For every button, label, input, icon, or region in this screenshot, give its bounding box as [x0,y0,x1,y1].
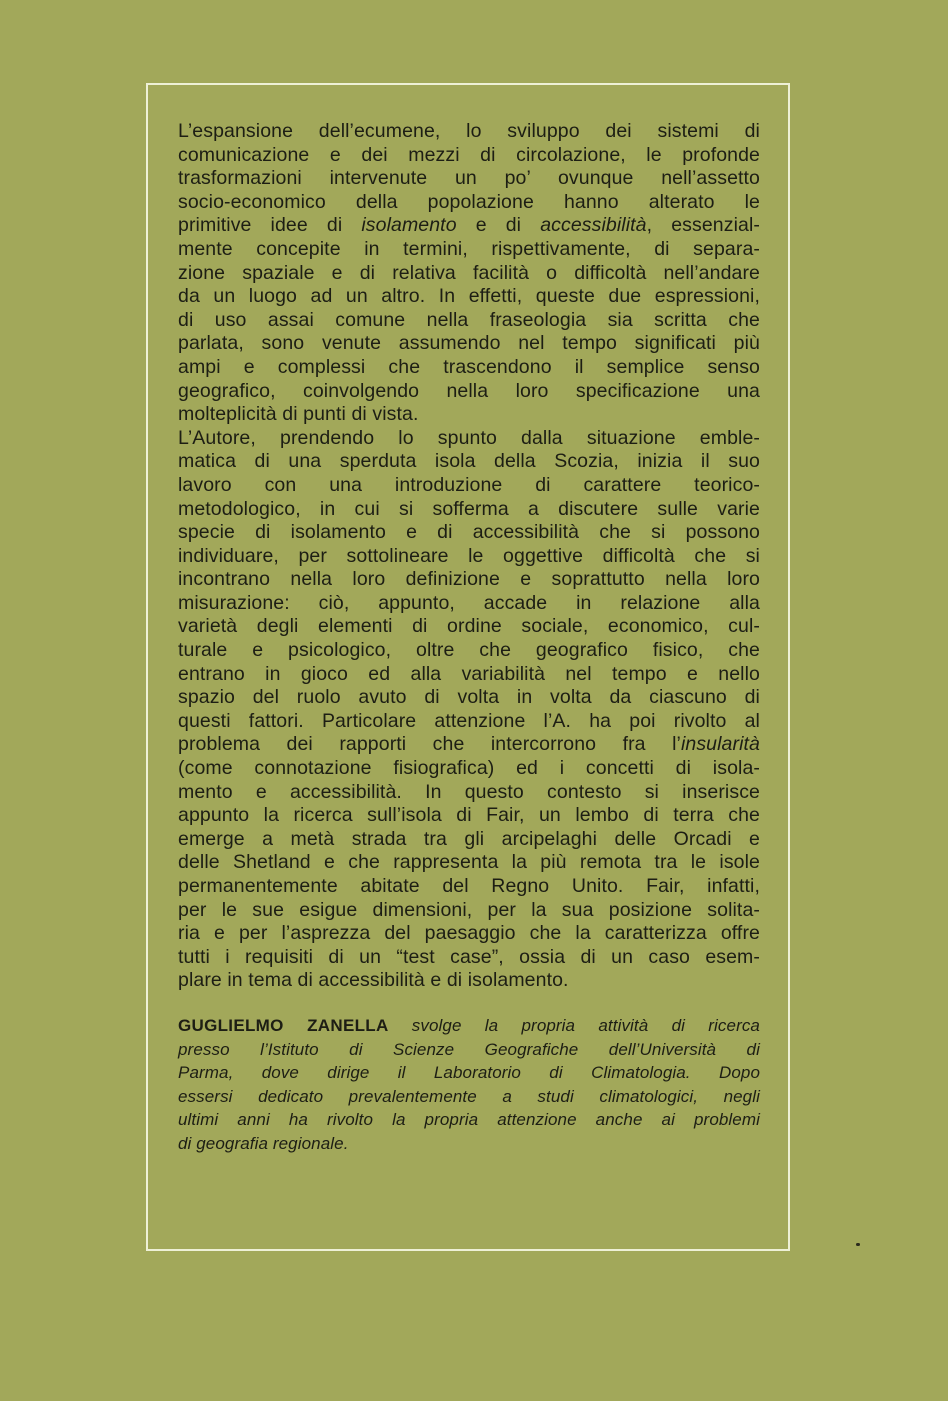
text-run: ampi e complessi che trascendono il semplice senso [178,355,760,378]
text-run: L’Autore, prendendo lo spunto dalla situazione emble- [178,426,760,449]
blurb-line [178,733,760,757]
blurb-line [178,167,760,191]
blurb-line [178,804,760,828]
blurb-line [178,946,760,970]
author-bio [178,1014,760,1156]
blurb-line [178,238,760,262]
bio-line-0: svolge la propria attività di ricerca [388,1015,760,1035]
italic-term: insularità [680,733,760,756]
text-run: , essenzial- [646,214,760,237]
text-run: metodologico, in cui si sofferma a discutere sulle varie [178,497,760,520]
text-run: parlata, sono venute assumendo nel tempo significati più [178,332,760,355]
text-run: per le sue esigue dimensioni, per la sua posizione solita- [178,898,760,921]
blurb-line [178,899,760,923]
text-run: tutti i requisiti di un “test case”, ossia di un caso esem- [178,945,760,968]
bio-line: essersi dedicato prevalentemente a studi climatologici, negli [178,1086,760,1106]
print-speck [856,1243,860,1246]
blurb-line [178,450,760,474]
text-run: socio-economico della popolazione hanno alterato le [178,190,760,213]
blurb-line [178,120,760,144]
text-run: incontrano nella loro definizione e soprattutto nella loro [178,568,760,591]
blurb-line [178,144,760,168]
blurb-line [178,568,760,592]
text-run: mente concepite in termini, rispettivamente, di separa- [178,237,760,260]
blurb-line [178,403,760,427]
text-run: turale e psicologico, oltre che geografico fisico, che [178,639,760,662]
blurb-line [178,686,760,710]
text-run: (come connotazione fisiografica) ed i concetti di isola- [178,757,760,780]
italic-term: accessibilità [540,214,647,237]
back-cover-text [178,120,760,1156]
text-run: zione spaziale e di relativa facilità o difficoltà nell’andare [178,261,760,284]
bio-line: Parma, dove dirige il Laboratorio di Climatologia. Dopo [178,1063,760,1083]
text-run: misurazione: ciò, appunto, accade in relazione alla [178,591,760,614]
bio-line: ultimi anni ha rivolto la propria attenzione anche ai problemi [178,1110,760,1130]
blurb-line [178,969,760,993]
text-run: permanentemente abitate del Regno Unito. Fair, infatti, [178,875,760,897]
text-run: delle Shetland e che rappresenta la più remota tra le isole [178,851,760,874]
text-run: primitive idee di [178,214,362,237]
blurb-line [178,757,760,781]
blurb-line [178,922,760,946]
text-run: emerge a metà strada tra gli arcipelaghi delle Orcadi e [178,827,760,850]
text-run: problema dei rapporti che intercorrono fra l’ [178,733,681,756]
text-run: L’espansione dell’ecumene, lo sviluppo dei sistemi di [178,120,760,142]
blurb-line [178,214,760,238]
text-run: individuare, per sottolineare le oggettive difficoltà che si [178,544,760,567]
text-run: lavoro con una introduzione di carattere teorico- [178,473,760,496]
blurb-line [178,262,760,286]
text-run: questi fattori. Particolare attenzione l’A. ha poi rivolto al [178,709,760,732]
blurb-line [178,875,760,899]
text-run: spazio del ruolo avuto di volta in volta da ciascuno di [178,686,760,709]
blurb-line [178,309,760,333]
text-run: plare in tema di accessibilità e di isolamento. [178,969,569,992]
italic-term: isolamento [361,214,457,237]
blurb-line [178,332,760,356]
text-run: appunto la ricerca sull’isola di Fair, un lembo di terra che [178,804,760,827]
blurb-line [178,781,760,805]
bio-line-first [178,1014,760,1038]
text-run: specie di isolamento e di accessibilità che si possono [178,521,760,544]
blurb-line [178,380,760,404]
text-run: molteplicità di punti di vista. [178,403,419,426]
text-run: varietà degli elementi di ordine sociale, economico, cul- [178,615,760,638]
text-run: da un luogo ad un altro. In effetti, queste due espressioni, [178,285,760,308]
text-run: ria e per l’asprezza del paesaggio che la caratterizza offre [178,922,760,945]
text-run: entrano in gioco ed alla variabilità nel tempo e nello [178,662,760,685]
blurb-line [178,663,760,687]
text-run: trasformazioni intervenute un po’ ovunque nell’assetto [178,167,760,190]
blurb-line [178,474,760,498]
blurb-line [178,828,760,852]
bio-line: di geografia regionale. [178,1133,349,1153]
blurb-line [178,191,760,215]
author-name: GUGLIELMO ZANELLA [178,1015,389,1035]
text-run: mento e accessibilità. In questo contesto si inserisce [178,780,760,803]
blurb-line [178,639,760,663]
blurb-line [178,851,760,875]
blurb-line [178,521,760,545]
blurb-line [178,545,760,569]
text-run: geografico, coinvolgendo nella loro specificazione una [178,379,760,402]
text-run: matica di una sperduta isola della Scozia, inizia il suo [178,450,760,473]
blurb-line [178,356,760,380]
blurb-line [178,592,760,616]
blurb-line [178,710,760,734]
blurb-text [178,120,760,993]
text-run: e di [456,214,541,237]
blurb-line [178,498,760,522]
text-run: di uso assai comune nella fraseologia sia scritta che [178,308,760,331]
bio-line: presso l’Istituto di Scienze Geografiche dell’Università di [178,1039,760,1059]
text-run: comunicazione e dei mezzi di circolazione, le profonde [178,143,760,166]
blurb-line [178,615,760,639]
blurb-line [178,285,760,309]
blurb-line [178,427,760,451]
